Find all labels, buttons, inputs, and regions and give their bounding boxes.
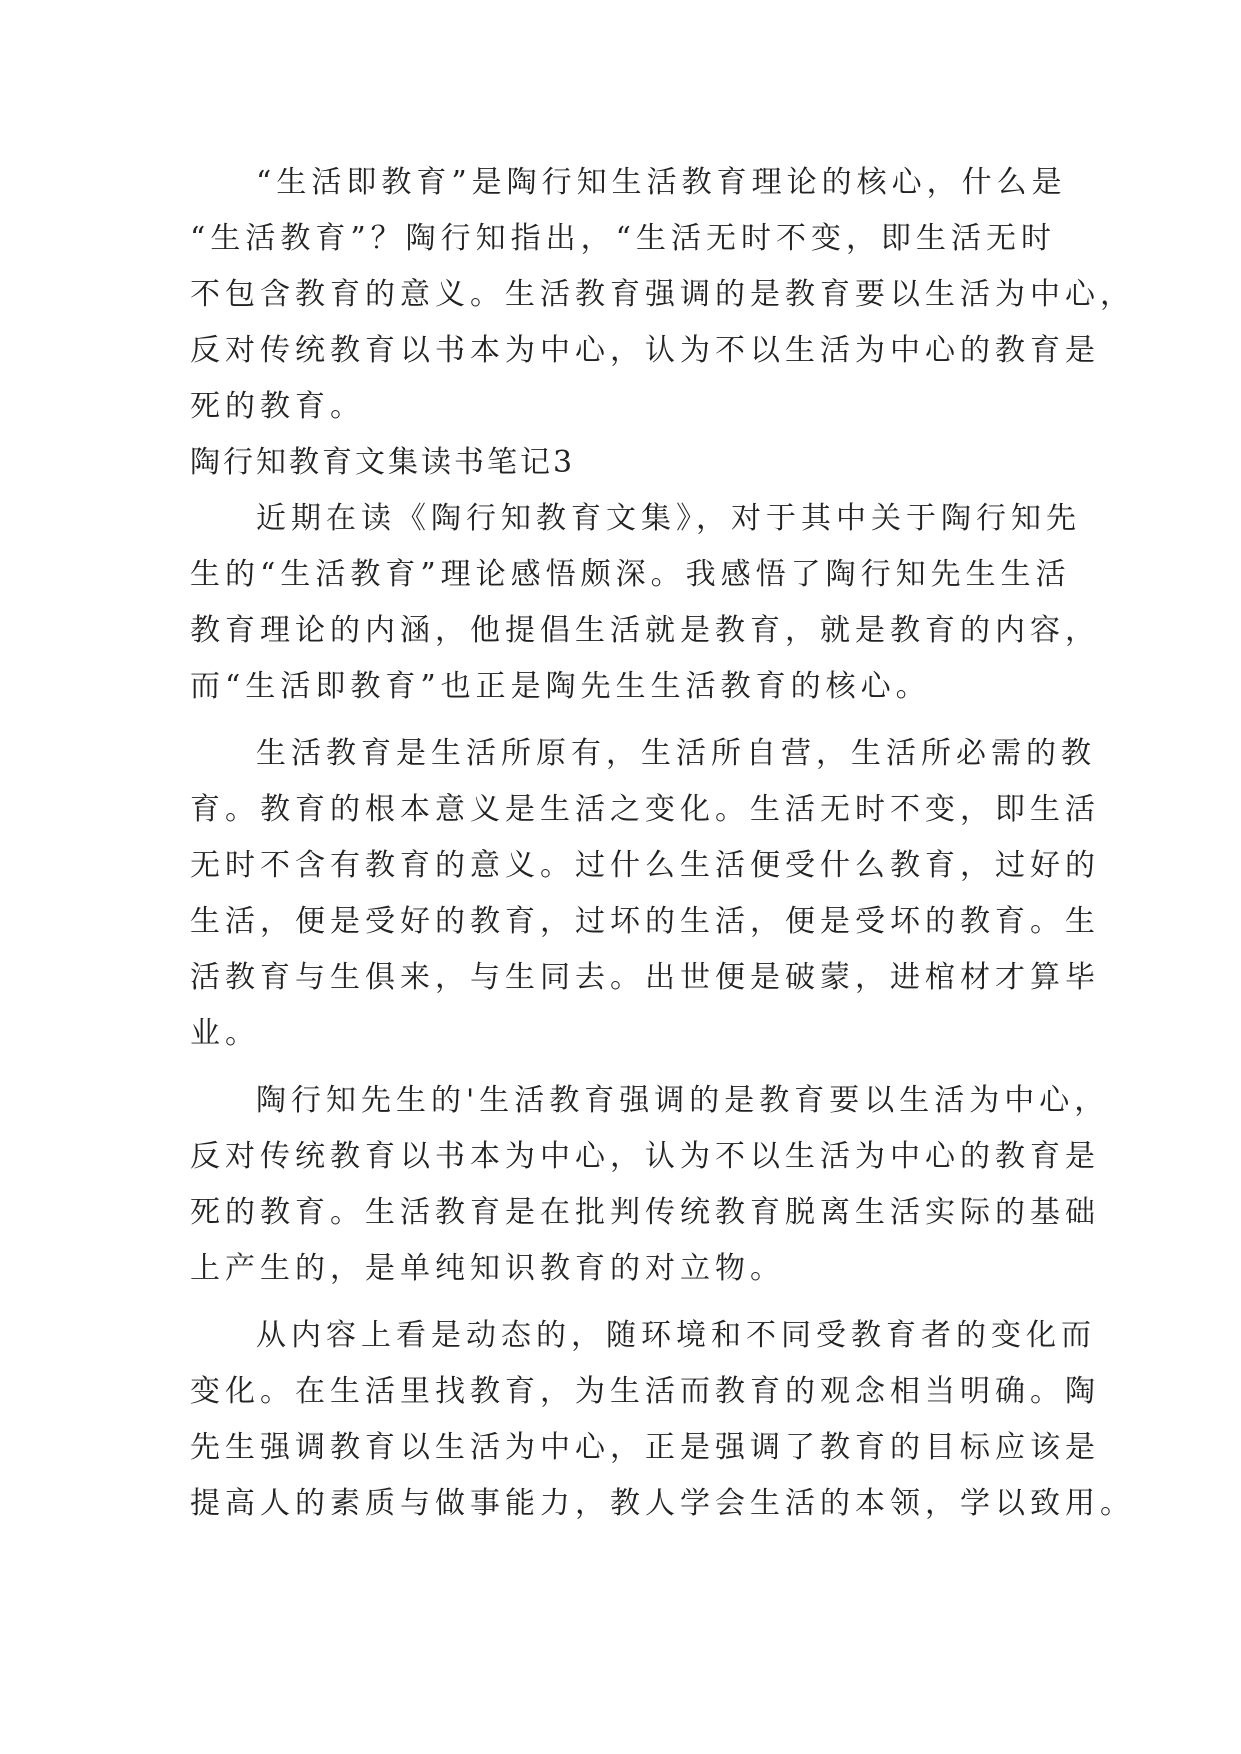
text-line: 活教育与生俱来，与生同去。出世便是破蒙，进棺材才算毕 [190,960,1100,995]
text-line: 业。 [190,1016,260,1051]
text-line: 先生强调教育以生活为中心，正是强调了教育的目标应该是 [190,1430,1100,1465]
text-line: 而“生活即教育”也正是陶先生生活教育的核心。 [190,669,931,704]
text-line: 反对传统教育以书本为中心，认为不以生活为中心的教育是 [190,1139,1100,1174]
text-line: “生活即教育”是陶行知生活教育理论的核心，什么是 [256,165,1067,200]
text-line: 上产生的，是单纯知识教育的对立物。 [190,1251,785,1286]
text-line: 从内容上看是动态的，随环境和不同受教育者的变化而 [256,1318,1096,1353]
text-line: 死的教育。生活教育是在批判传统教育脱离生活实际的基础 [190,1195,1100,1230]
text-line: 反对传统教育以书本为中心，认为不以生活为中心的教育是 [190,333,1100,368]
text-line: 无时不含有教育的意义。过什么生活便受什么教育，过好的 [190,848,1100,883]
section-heading: 陶行知教育文集读书笔记3 [190,445,576,480]
paragraph-4 [190,1073,1110,1297]
paragraph-5 [190,1308,1135,1532]
text-line: 生的“生活教育”理论感悟颇深。我感悟了陶行知先生生活 [190,557,1071,592]
text-line: 教育理论的内涵，他提倡生活就是教育，就是教育的内容， [190,613,1100,648]
text-line: 提高人的素质与做事能力，教人学会生活的本领，学以致用。 [190,1486,1135,1521]
text-line: 死的教育。 [190,389,365,424]
text-line: 生活，便是受好的教育，过坏的生活，便是受坏的教育。生 [190,904,1100,939]
paragraph-1 [190,155,1135,435]
text-line: 近期在读《陶行知教育文集》，对于其中关于陶行知先 [256,501,1081,536]
text-line: 不包含教育的意义。生活教育强调的是教育要以生活为中心， [190,277,1135,312]
text-line: 变化。在生活里找教育，为生活而教育的观念相当明确。陶 [190,1374,1100,1409]
document-body [190,155,1135,1532]
paragraph-2 [190,491,1100,715]
text-line: 陶行知先生的'生活教育强调的是教育要以生活为中心， [256,1083,1110,1118]
text-line: 生活教育是生活所原有，生活所自营，生活所必需的教 [256,736,1096,771]
text-line: “生活教育”？陶行知指出，“生活无时不变，即生活无时 [190,221,1057,256]
text-line: 育。教育的根本意义是生活之变化。生活无时不变，即生活 [190,792,1100,827]
paragraph-3 [190,726,1100,1062]
